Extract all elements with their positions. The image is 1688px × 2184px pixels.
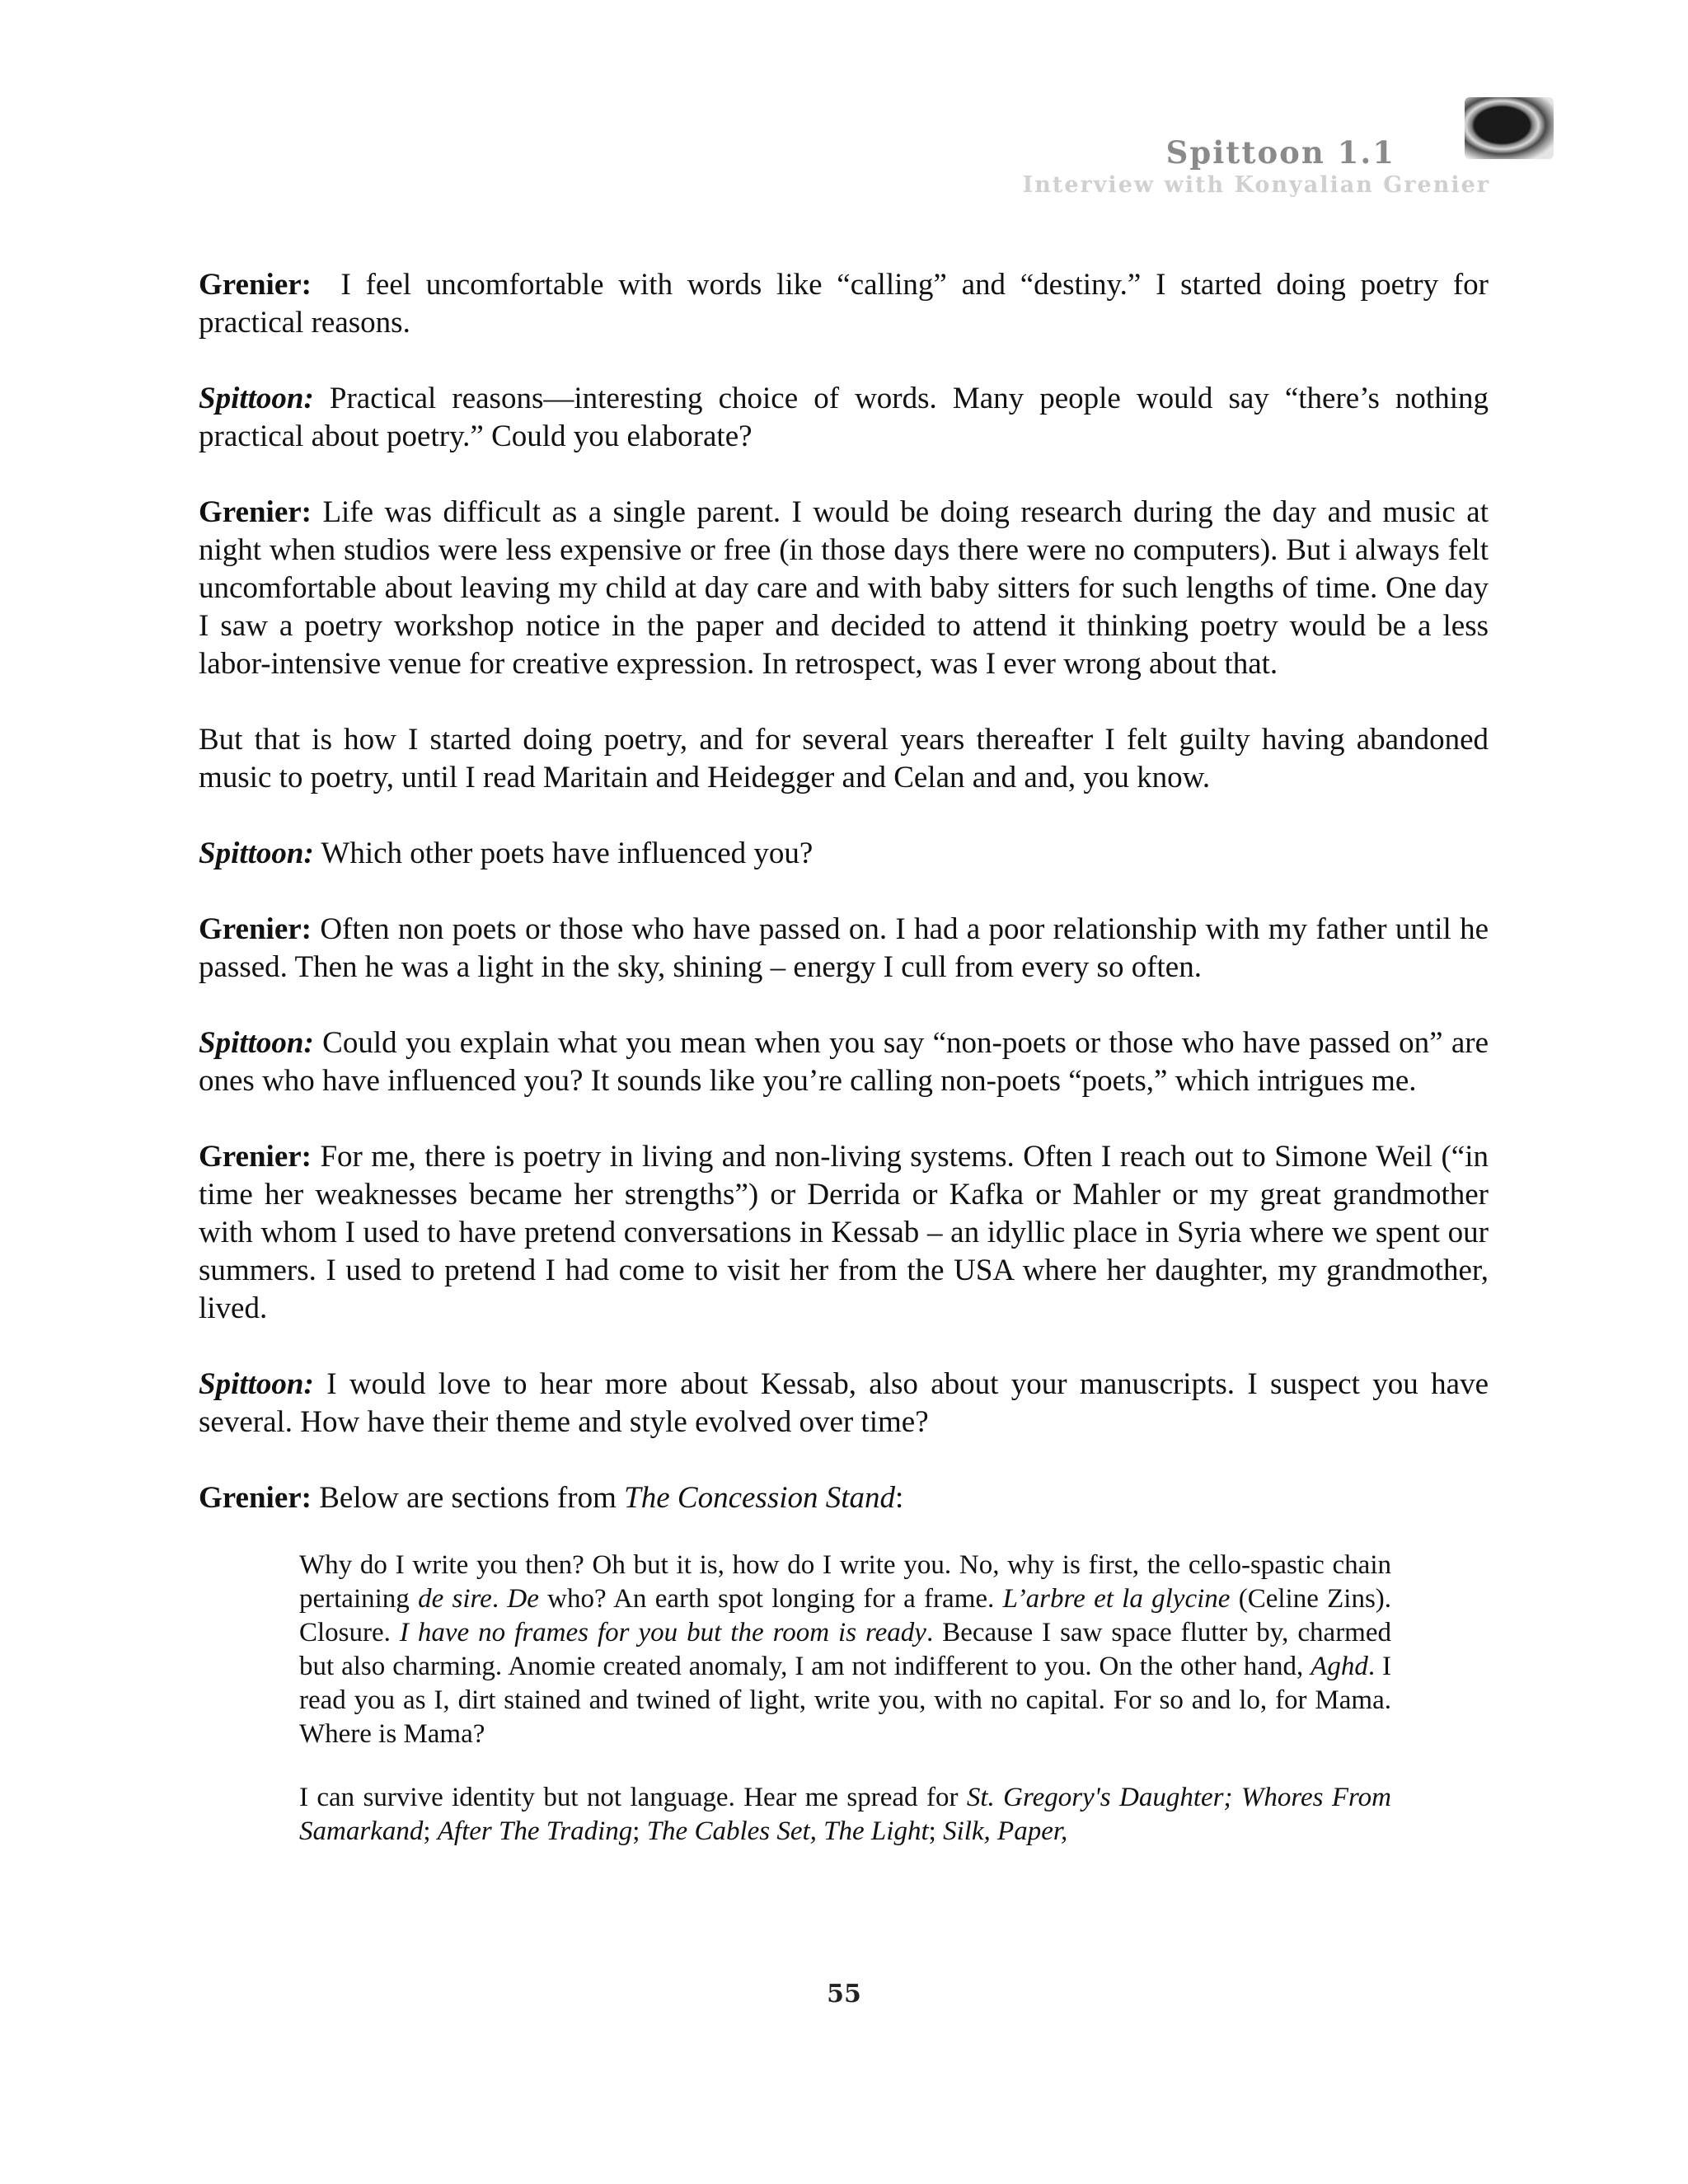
quote-text: Why do I write you then? Oh but it is, how do I write you. No, why is first, the cello-spastic chain pertaining xyxy=(299,1550,1391,1614)
speaker-spittoon: Spittoon: xyxy=(199,1026,314,1060)
quote-text: ; xyxy=(423,1816,431,1846)
quote-text: ; xyxy=(632,1816,640,1846)
paragraph xyxy=(199,1479,1489,1517)
quote-italic: De xyxy=(507,1584,539,1614)
interview-subtitle: Interview with Konyalian Grenier xyxy=(1022,172,1490,198)
answer-text: For me, there is poetry in living and non-living systems. Often I reach out to Simone Weil (“in time her weaknesses became her strengths”) or Derrida or Kafka or Mahler or my great grandmother with whom I used to have pretend conversations in Kessab – an idyllic place in Syria where we spent our summers. I used to pretend I had come to visit her from the USA where her daughter, my grandmother, lived. xyxy=(199,1140,1489,1325)
quote-text: . xyxy=(491,1584,499,1614)
paragraph xyxy=(199,380,1489,456)
question-text: I would love to hear more about Kessab, also about your manuscripts. I suspect you have several. How have their theme and style evolved over time? xyxy=(199,1367,1489,1439)
speaker-grenier: Grenier: xyxy=(199,1140,312,1174)
answer-text: Below are sections from xyxy=(319,1481,617,1515)
quote-italic: The Cables Set, The Light xyxy=(646,1816,929,1846)
quote-paragraph xyxy=(299,1781,1391,1849)
page-number: 55 xyxy=(827,1980,861,2008)
question-text: Practical reasons—interesting choice of words. Many people would say “there’s nothing practical about poetry.” Could you elaborate? xyxy=(199,382,1489,453)
paragraph xyxy=(199,721,1489,797)
answer-text: But that is how I started doing poetry, and for several years thereafter I felt guilty having abandoned music to poetry, until I read Maritain and Heidegger and Celan and and, you know. xyxy=(199,723,1489,794)
question-text: Could you explain what you mean when you say “non-poets or those who have passed on” are ones who have influenced you? It sounds like you’re calling non-poets “poets,” which intrigues me. xyxy=(199,1026,1489,1098)
paragraph xyxy=(199,1138,1489,1328)
speaker-spittoon: Spittoon: xyxy=(199,837,314,870)
paragraph xyxy=(199,911,1489,987)
paragraph xyxy=(199,494,1489,683)
speaker-spittoon: Spittoon: xyxy=(199,1367,314,1401)
answer-text: Often non poets or those who have passed on. I had a poor relationship with my father until he passed. Then he was a light in the sky, shining – energy I cull from every so often. xyxy=(199,912,1489,984)
quote-italic: I have no frames for you but the room is ready xyxy=(399,1618,926,1647)
quote-text: I can survive identity but not language. Hear me spread for xyxy=(299,1783,959,1812)
speaker-grenier: Grenier: xyxy=(199,495,312,529)
quote-italic: After The Trading xyxy=(437,1816,633,1846)
quote-text: (Celine Zins). Closure. xyxy=(299,1584,1392,1647)
paragraph xyxy=(199,1366,1489,1441)
answer-text: Life was difficult as a single parent. I would be doing research during the day and music at night when studios were less expensive or free (in those days there were no computers). But i always felt uncomfortable about leaving my child at day care and with baby sitters for such lengths of time. One day I saw a poetry workshop notice in the paper and decided to attend it thinking poetry would be a less labor-intensive venue for creative expression. In retrospect, was I ever wrong about that. xyxy=(199,495,1489,681)
speaker-spittoon: Spittoon: xyxy=(199,382,314,415)
paragraph xyxy=(199,835,1489,873)
quote-text: . I read you as I, dirt stained and twined of light, write you, with no capital. For so and lo, for Mama. Where is Mama? xyxy=(299,1652,1392,1749)
journal-title: Spittoon 1.1 xyxy=(1165,134,1395,171)
quote-text: who? An earth spot longing for a frame. xyxy=(547,1584,995,1614)
paragraph xyxy=(199,266,1489,342)
quote-italic: Aghd xyxy=(1311,1652,1368,1681)
paragraph xyxy=(199,1024,1489,1100)
quote-italic: de sire xyxy=(418,1584,492,1614)
punctuation: : xyxy=(895,1481,904,1515)
quote-text: . Because I saw space flutter by, charmed but also charming. Anomie created anomaly, I am not indifferent to you. On the other hand, xyxy=(299,1618,1392,1681)
quote-paragraph xyxy=(299,1549,1391,1751)
quote-text: ; xyxy=(928,1816,936,1846)
question-text: Which other poets have influenced you? xyxy=(321,837,814,870)
block-quote xyxy=(299,1549,1391,1849)
answer-text: I feel uncomfortable with words like “calling” and “destiny.” I started doing poetry for practical reasons. xyxy=(199,268,1489,340)
interview-body xyxy=(199,266,1489,1878)
speaker-grenier: Grenier: xyxy=(199,268,312,302)
speaker-grenier: Grenier: xyxy=(199,912,312,946)
speaker-grenier: Grenier: xyxy=(199,1481,312,1515)
page-header xyxy=(1023,97,1490,198)
quote-italic: L’arbre et la glycine xyxy=(1002,1584,1231,1614)
spittoon-logo-image xyxy=(1465,97,1554,159)
quote-italic: St. Gregory's Daughter; Whores From Samarkand xyxy=(299,1783,1392,1846)
book-title: The Concession Stand xyxy=(624,1481,896,1515)
quote-italic: Silk, Paper, xyxy=(943,1816,1068,1846)
